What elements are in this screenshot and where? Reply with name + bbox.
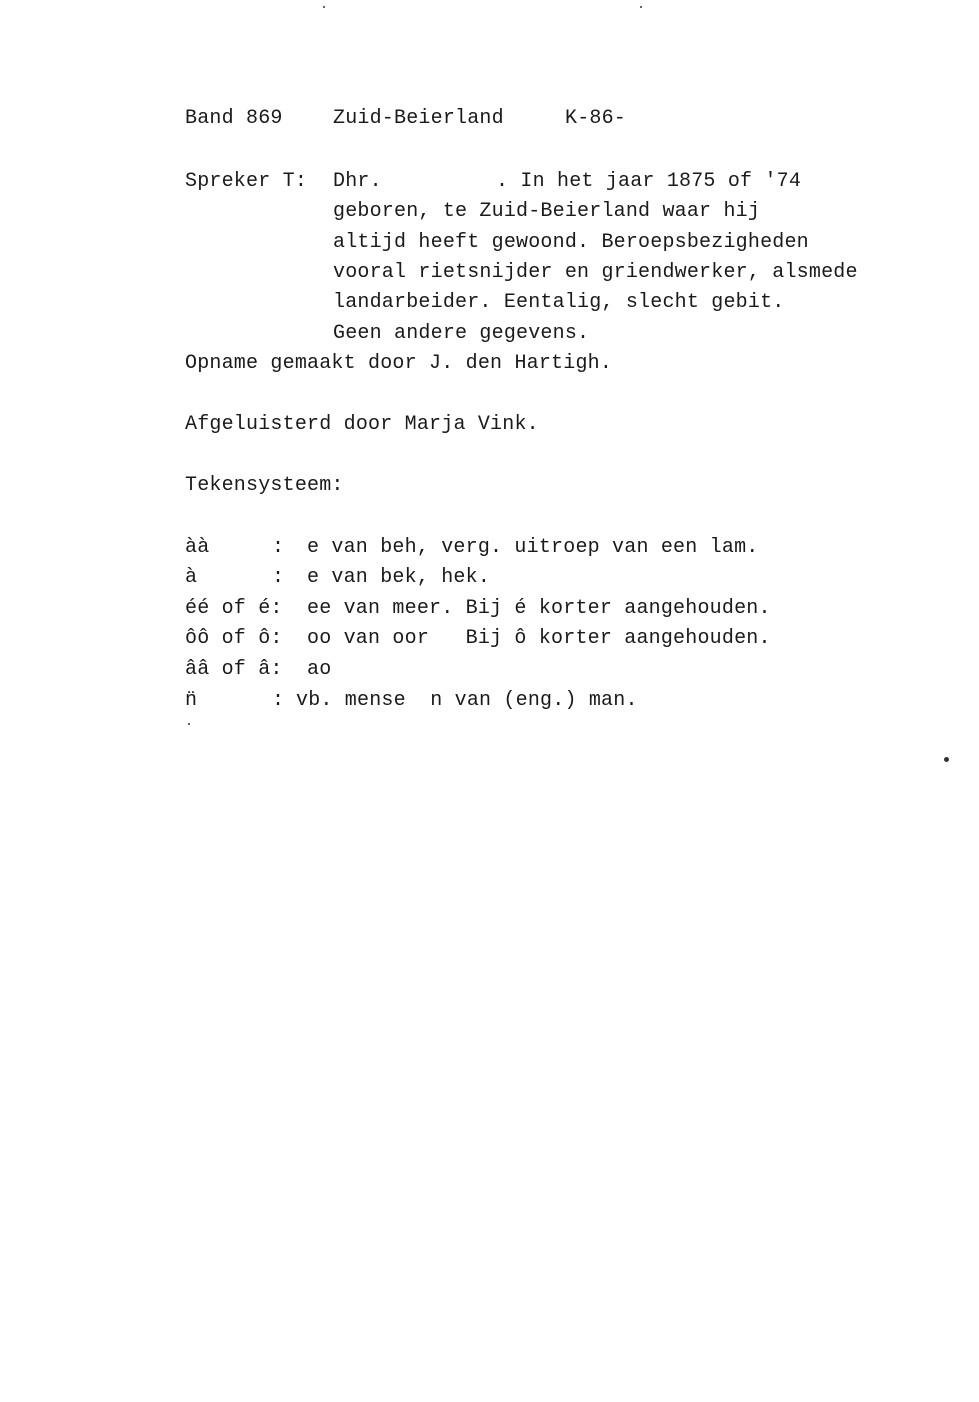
scan-speck — [188, 723, 190, 725]
notation-description: e van bek, hek. — [307, 566, 491, 589]
notation-colon: : — [272, 689, 285, 712]
notation-symbol: n̈ — [185, 689, 198, 712]
speaker-info-line: Geen andere gegevens. — [333, 322, 590, 345]
place-name: Zuid-Beierland — [333, 107, 504, 130]
notation-symbol: ââ of â: — [185, 658, 283, 681]
scan-speck — [944, 757, 949, 762]
speaker-info-line: vooral rietsnijder en griendwerker, alsmede — [333, 261, 858, 284]
notation-symbol: à — [185, 566, 198, 589]
notation-description: vb. mense n van (eng.) man. — [296, 689, 638, 712]
notation-symbol: àà — [185, 536, 210, 559]
listener-credit: Afgeluisterd door Marja Vink. — [185, 413, 539, 436]
notation-symbol: ôô of ô: — [185, 627, 283, 650]
notation-description: oo van oor Bij ô korter aangehouden. — [307, 627, 771, 650]
speaker-name: Dhr. — [333, 170, 382, 193]
speaker-label: Spreker T: — [185, 170, 308, 193]
notation-symbol: éé of é: — [185, 597, 283, 620]
notation-title: Tekensysteem: — [185, 474, 344, 497]
notation-description: ee van meer. Bij é korter aangehouden. — [307, 597, 771, 620]
notation-description: e van beh, verg. uitroep van een lam. — [307, 536, 759, 559]
speaker-info-line: altijd heeft gewoond. Beroepsbezigheden — [333, 231, 809, 254]
scan-speck — [323, 6, 325, 8]
speaker-info-line: geboren, te Zuid-Beierland waar hij — [333, 200, 761, 223]
recording-credit: Opname gemaakt door J. den Hartigh. — [185, 352, 613, 375]
archive-code: K-86- — [565, 107, 627, 130]
speaker-info-line: landarbeider. Eentalig, slecht gebit. — [333, 291, 785, 314]
notation-colon: : — [272, 566, 285, 589]
scan-speck — [640, 6, 642, 8]
notation-colon: : — [272, 536, 285, 559]
tape-number: Band 869 — [185, 107, 283, 130]
notation-description: ao — [307, 658, 332, 681]
speaker-birth-text: . In het jaar 1875 of '74 — [496, 170, 802, 193]
